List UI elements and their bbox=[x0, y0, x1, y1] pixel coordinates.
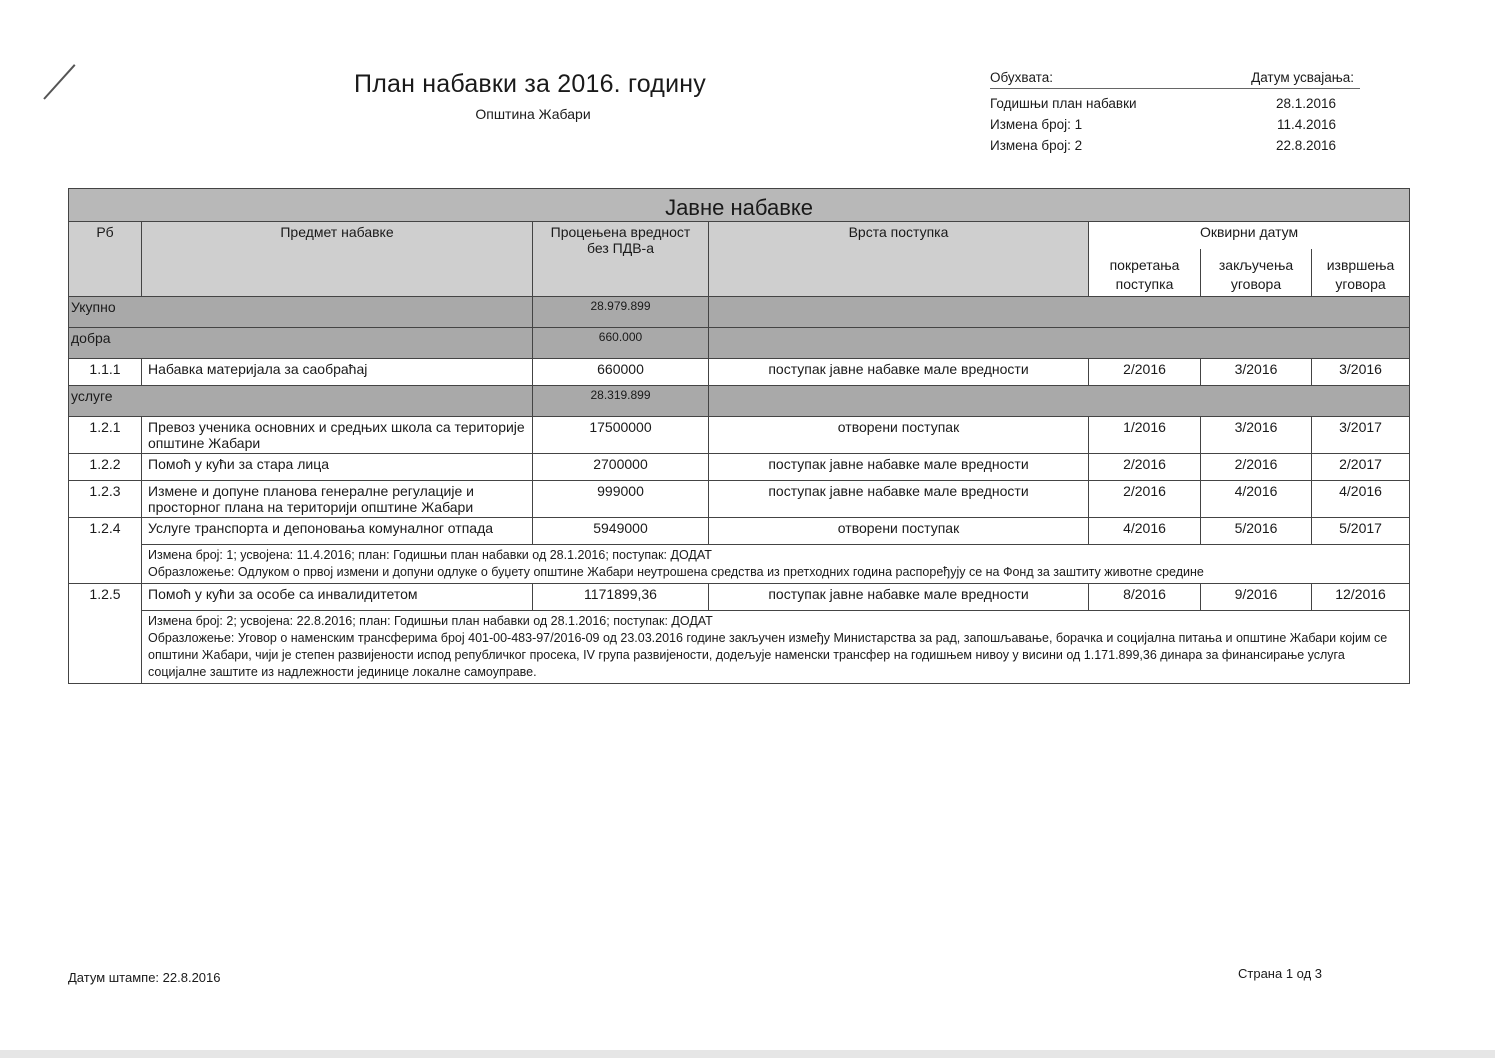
scope-label: Измена број: 2 bbox=[990, 138, 1083, 153]
item-execution: 3/2017 bbox=[1312, 417, 1410, 454]
item-procedure: поступак јавне набавке мале вредности bbox=[709, 481, 1089, 518]
services-value: 28.319.899 bbox=[533, 386, 709, 417]
item-subject: Помоћ у кући за стара лица bbox=[142, 454, 533, 481]
scope-header bbox=[990, 66, 1360, 89]
header-rb: Рб bbox=[69, 222, 142, 297]
amendment-note-text bbox=[142, 545, 1410, 584]
header-subject: Предмет набавке bbox=[142, 222, 533, 297]
municipality-name: Општина Жабари bbox=[475, 106, 591, 122]
header-execution: извршења уговора bbox=[1312, 249, 1410, 297]
header-dates: Оквирни датум bbox=[1089, 222, 1410, 249]
item-execution: 5/2017 bbox=[1312, 518, 1410, 545]
item-code: 1.1.1 bbox=[69, 359, 142, 386]
scope-date: 11.4.2016 bbox=[1276, 117, 1336, 132]
amendment-note bbox=[69, 611, 1410, 684]
item-procedure: поступак јавне набавке мале вредности bbox=[709, 454, 1089, 481]
item-execution: 3/2016 bbox=[1312, 359, 1410, 386]
item-execution: 12/2016 bbox=[1312, 584, 1410, 611]
item-code: 1.2.1 bbox=[69, 417, 142, 454]
item-procedure: отворени поступак bbox=[709, 417, 1089, 454]
item-code: 1.2.2 bbox=[69, 454, 142, 481]
table-row bbox=[69, 584, 1410, 611]
item-start: 2/2016 bbox=[1089, 481, 1201, 518]
scope-date: 22.8.2016 bbox=[1275, 138, 1336, 153]
item-start: 8/2016 bbox=[1089, 584, 1201, 611]
item-contract: 3/2016 bbox=[1201, 417, 1312, 454]
scope-column-label: Обухвата: bbox=[990, 69, 1053, 85]
header-start: покретања поступка bbox=[1089, 249, 1201, 297]
item-value: 5949000 bbox=[533, 518, 709, 545]
total-value: 28.979.899 bbox=[533, 297, 709, 328]
pen-mark bbox=[43, 64, 75, 100]
item-contract: 3/2016 bbox=[1201, 359, 1312, 386]
goods-value: 660.000 bbox=[533, 328, 709, 359]
amendment-justification: Образложење: Одлуком о првој измени и допуни одлуке о буџету општине Жабари неутрошена средства из претходних година распоређују се на Фонд за заштиту животне средине bbox=[148, 565, 1204, 579]
amendment-note bbox=[69, 545, 1410, 584]
scope-label: Годишњи план набавки bbox=[990, 96, 1137, 111]
item-start: 2/2016 bbox=[1089, 454, 1201, 481]
scan-edge bbox=[0, 1050, 1495, 1058]
item-start: 1/2016 bbox=[1089, 417, 1201, 454]
header-procedure: Врста поступка bbox=[709, 222, 1089, 297]
table-row bbox=[69, 454, 1410, 481]
item-procedure: отворени поступак bbox=[709, 518, 1089, 545]
services-row bbox=[69, 386, 1410, 417]
total-row bbox=[69, 297, 1410, 328]
goods-row bbox=[69, 328, 1410, 359]
item-start: 2/2016 bbox=[1089, 359, 1201, 386]
total-label: Укупно bbox=[69, 297, 533, 328]
amendment-justification: Образложење: Уговор о наменским трансферима број 401-00-483-97/2016-09 од 23.03.2016 године закључен између Министарства за рад, запошљавање, борачка и социјална питања и општине Жабари којим се општини Жабари, чији је степен развијености испод републичког просека, IV група развијености, додељује наменски трансфер на годишњем нивоу у висини од 1.171.899,36 динара за финансирање услуга социјалне заштите из надлежности јединице локалне самоуправе. bbox=[148, 631, 1388, 679]
scope-row bbox=[990, 135, 1360, 156]
print-date: Датум штампе: 22.8.2016 bbox=[68, 970, 221, 985]
page-title: План набавки за 2016. годину bbox=[354, 70, 706, 98]
amendment-summary: Измена број: 1; усвојена: 11.4.2016; план: Годишњи план набавки од 28.1.2016; поступак: ДОДАТ bbox=[148, 548, 712, 562]
header-contract: закључења уговора bbox=[1201, 249, 1312, 297]
scope-label: Измена број: 1 bbox=[990, 117, 1083, 132]
header-value: Процењена вредност без ПДВ-а bbox=[533, 222, 709, 297]
procurement-table bbox=[68, 188, 1410, 684]
adoption-scope-table bbox=[990, 66, 1360, 156]
table-row bbox=[69, 417, 1410, 454]
scope-row bbox=[990, 93, 1360, 114]
section-title: Јавне набавке bbox=[69, 189, 1410, 222]
item-contract: 2/2016 bbox=[1201, 454, 1312, 481]
amendment-note-text bbox=[142, 611, 1410, 684]
page-number: Страна 1 од 3 bbox=[1238, 966, 1323, 981]
goods-label: добра bbox=[69, 328, 533, 359]
item-code: 1.2.3 bbox=[69, 481, 142, 518]
item-procedure: поступак јавне набавке мале вредности bbox=[709, 359, 1089, 386]
item-contract: 5/2016 bbox=[1201, 518, 1312, 545]
item-subject: Помоћ у кући за особе са инвалидитетом bbox=[142, 584, 533, 611]
item-execution: 2/2017 bbox=[1312, 454, 1410, 481]
services-label: услуге bbox=[69, 386, 533, 417]
table-row bbox=[69, 518, 1410, 545]
item-subject: Услуге транспорта и депоновања комуналног отпада bbox=[142, 518, 533, 545]
item-start: 4/2016 bbox=[1089, 518, 1201, 545]
table-row bbox=[69, 481, 1410, 518]
item-subject: Измене и допуне планова генералне регулације и просторног плана на територији општине Жабари bbox=[142, 481, 533, 518]
item-value: 17500000 bbox=[533, 417, 709, 454]
table-row bbox=[69, 359, 1410, 386]
scope-row bbox=[990, 114, 1360, 135]
item-subject: Превоз ученика основних и средњих школа са територије општине Жабари bbox=[142, 417, 533, 454]
date-column-label: Датум усвајања: bbox=[1251, 69, 1354, 85]
item-value: 1171899,36 bbox=[533, 584, 709, 611]
item-procedure: поступак јавне набавке мале вредности bbox=[709, 584, 1089, 611]
item-subject: Набавка материјала за саобраћај bbox=[142, 359, 533, 386]
item-code: 1.2.5 bbox=[69, 584, 142, 684]
item-value: 2700000 bbox=[533, 454, 709, 481]
item-code: 1.2.4 bbox=[69, 518, 142, 584]
scope-date: 28.1.2016 bbox=[1275, 96, 1336, 111]
item-contract: 4/2016 bbox=[1201, 481, 1312, 518]
item-contract: 9/2016 bbox=[1201, 584, 1312, 611]
item-value: 999000 bbox=[533, 481, 709, 518]
amendment-summary: Измена број: 2; усвојена: 22.8.2016; план: Годишњи план набавки од 28.1.2016; поступак: ДОДАТ bbox=[148, 614, 713, 628]
item-execution: 4/2016 bbox=[1312, 481, 1410, 518]
item-value: 660000 bbox=[533, 359, 709, 386]
